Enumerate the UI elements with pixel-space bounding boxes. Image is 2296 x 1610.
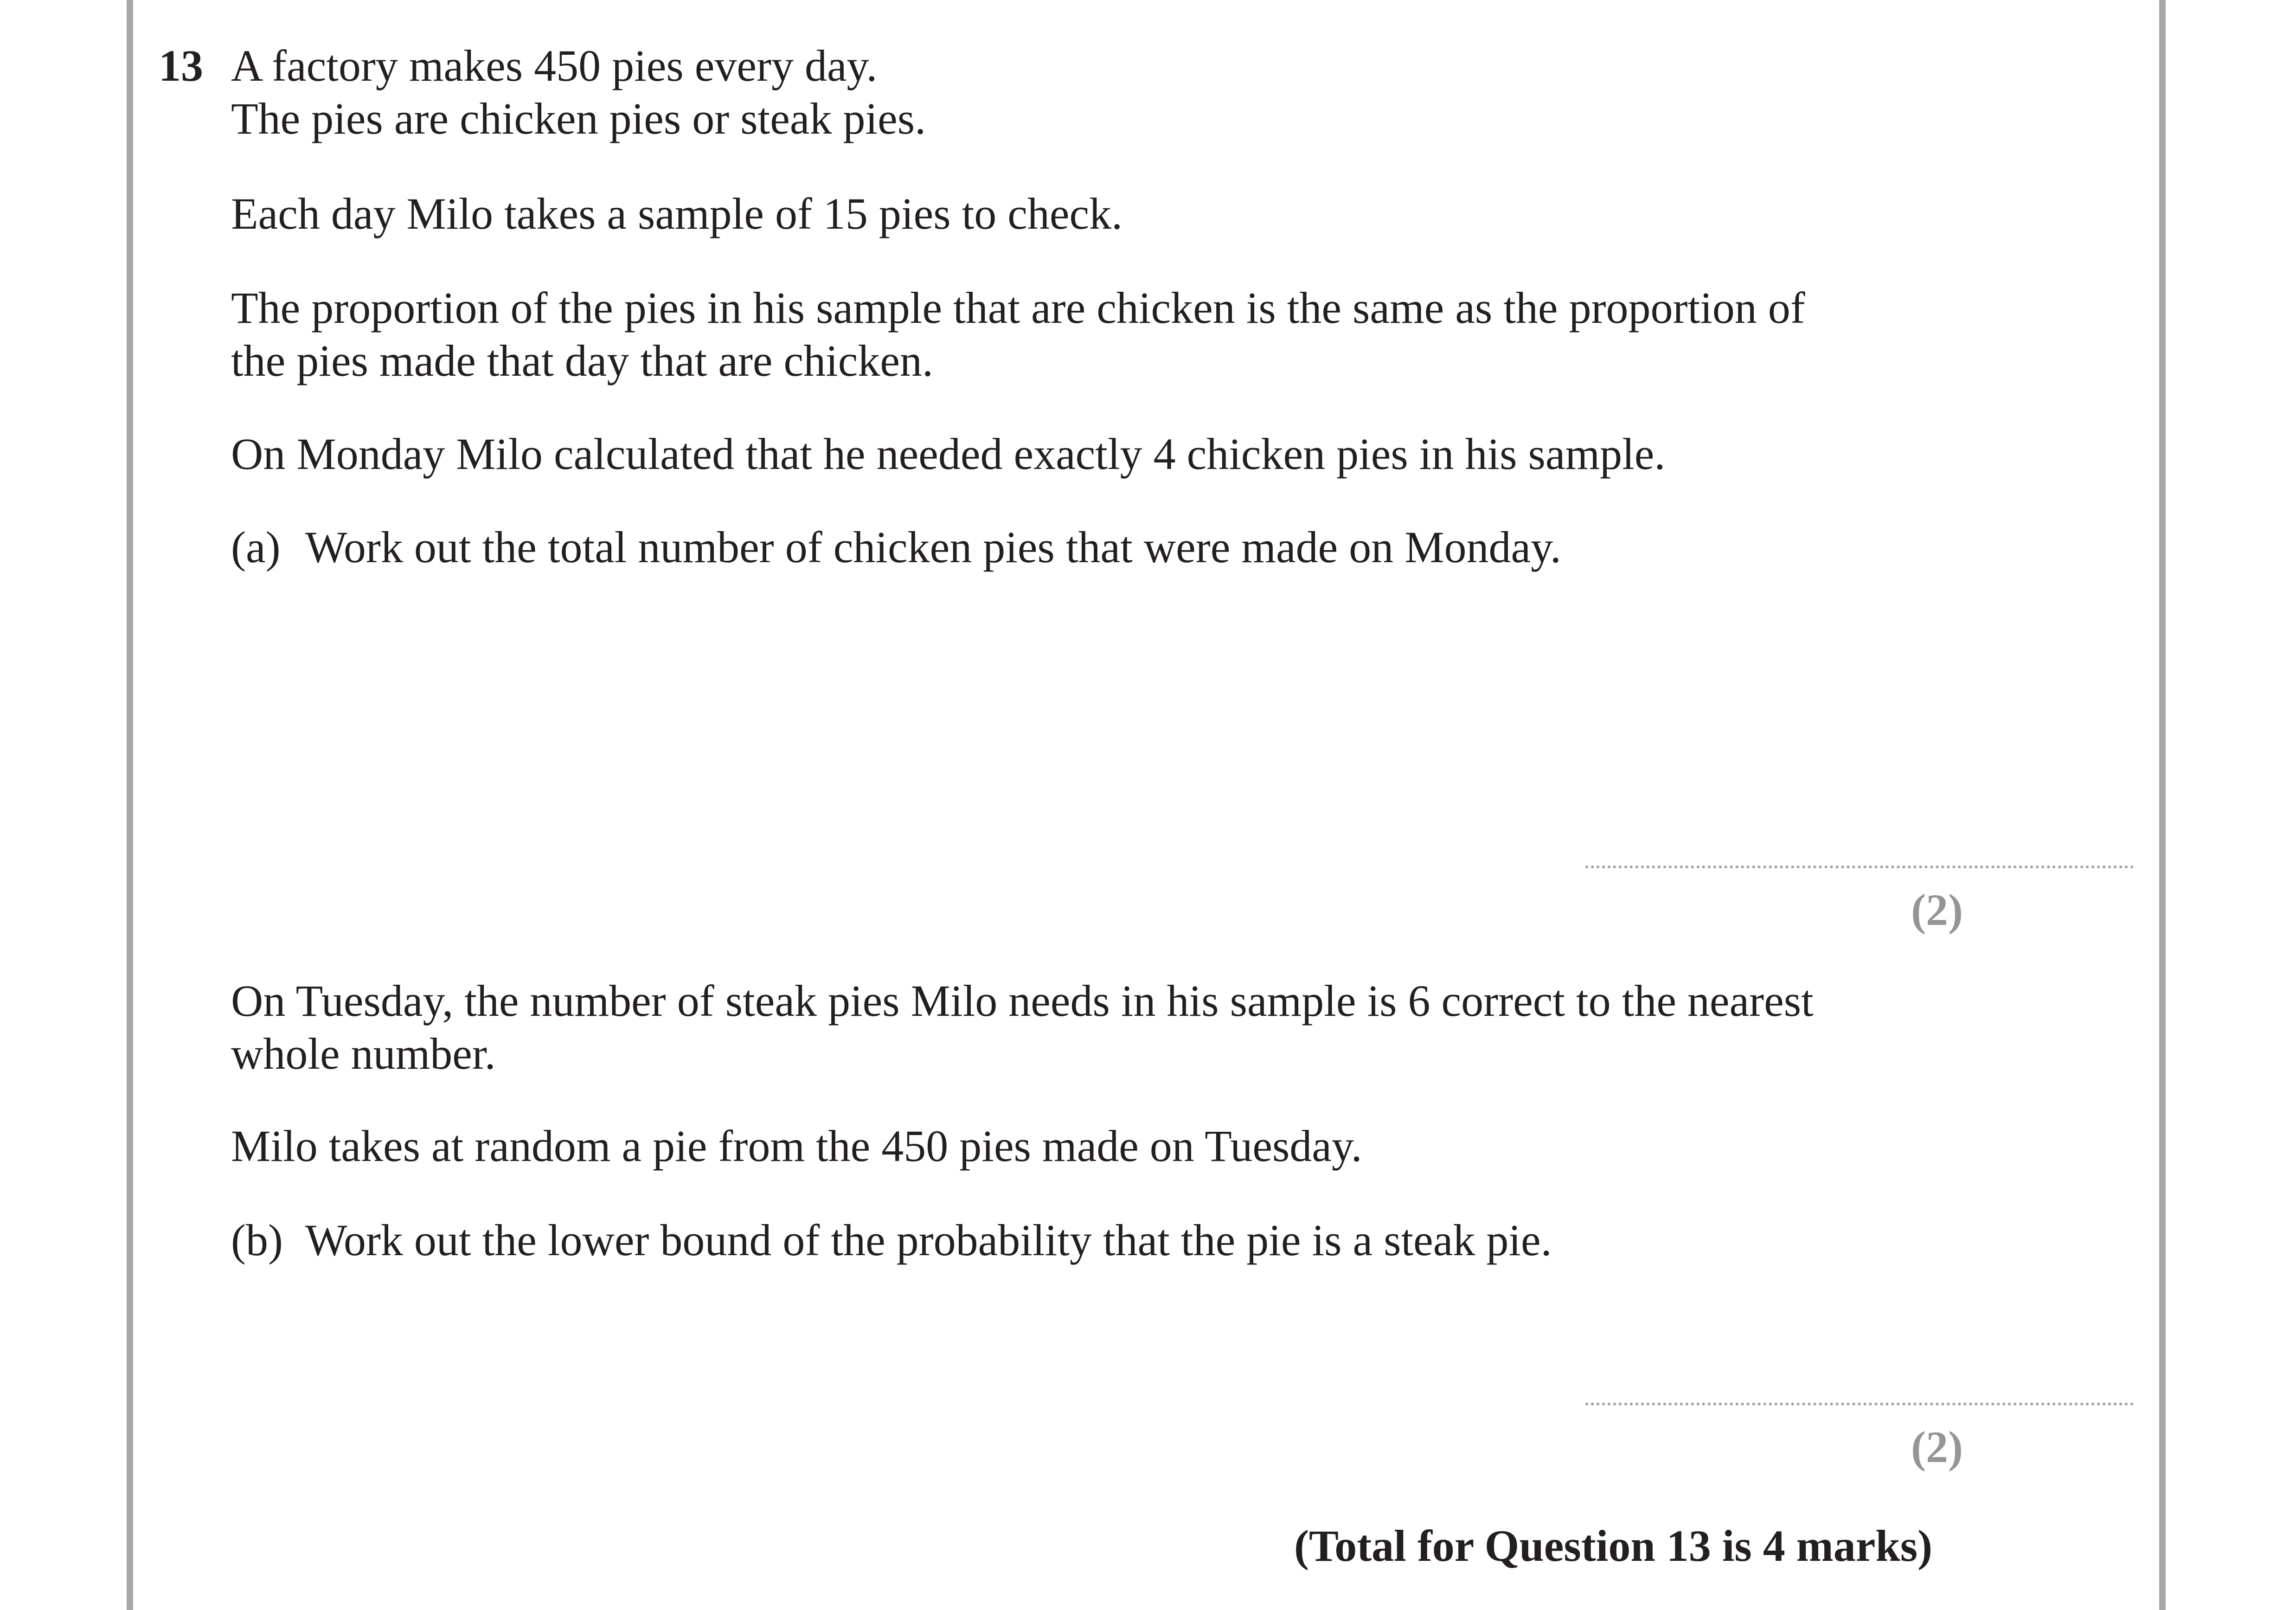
sample-text: Each day Milo takes a sample of 15 pies to check.: [231, 189, 1123, 238]
proportion-line-1: The proportion of the pies in his sample that are chicken is the same as the proportion of: [231, 283, 1805, 333]
part-a-marks: (2): [1911, 885, 1963, 935]
part-a-text: Work out the total number of chicken pies that were made on Monday.: [305, 522, 1561, 572]
tuesday-line-1: On Tuesday, the number of steak pies Milo needs in his sample is 6 correct to the nearest: [231, 976, 1814, 1026]
total-marks: (Total for Question 13 is 4 marks): [1294, 1521, 1933, 1571]
intro-line-1: A factory makes 450 pies every day.: [231, 41, 878, 90]
part-a-question: [231, 521, 1561, 574]
part-b-question: [231, 1214, 1552, 1267]
proportion-line-2: the pies made that day that are chicken.: [231, 336, 934, 385]
page-border-left: [127, 0, 133, 1610]
part-a-label: (a): [231, 522, 281, 572]
question-number: 13: [159, 41, 203, 90]
part-b-answer-line[interactable]: [1585, 1403, 2134, 1405]
part-b-label: (b): [231, 1215, 283, 1265]
intro-line-2: The pies are chicken pies or steak pies.: [231, 94, 926, 143]
part-a-answer-line[interactable]: [1585, 866, 2134, 868]
page-border-right: [2159, 0, 2166, 1610]
part-b-marks: (2): [1911, 1422, 1963, 1472]
tuesday-line-2: whole number.: [231, 1029, 496, 1078]
monday-text: On Monday Milo calculated that he needed exactly 4 chicken pies in his sample.: [231, 429, 1666, 479]
random-text: Milo takes at random a pie from the 450 pies made on Tuesday.: [231, 1121, 1362, 1171]
part-b-text: Work out the lower bound of the probability that the pie is a steak pie.: [305, 1215, 1552, 1265]
